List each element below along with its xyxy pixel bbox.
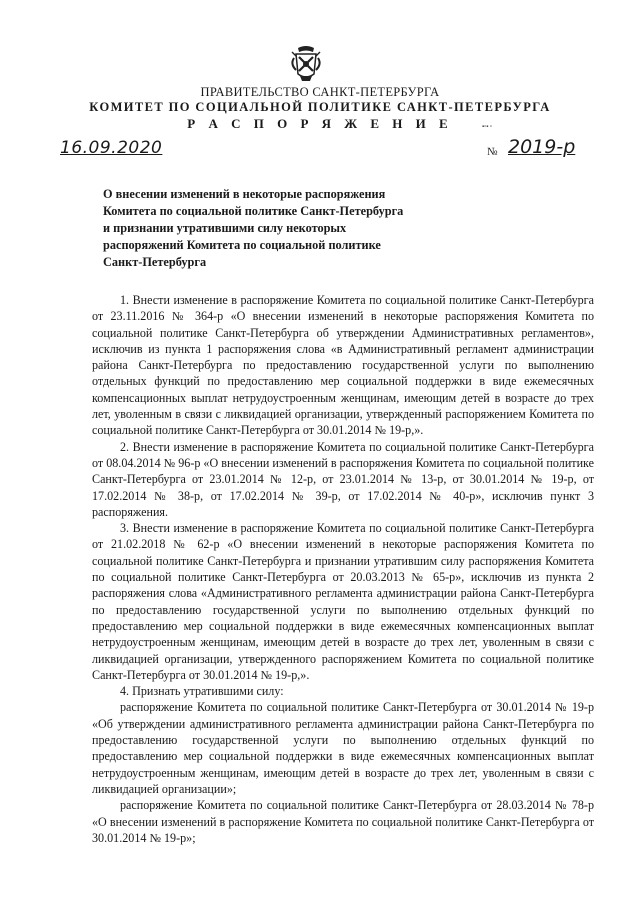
subject-line: О внесении изменений в некоторые распоряжения	[103, 187, 386, 201]
document-date: 16.09.2020	[60, 138, 163, 158]
committee-title: КОМИТЕТ ПО СОЦИАЛЬНОЙ ПОЛИТИКЕ САНКТ-ПЕТЕРБУРГА	[89, 100, 551, 114]
paragraph-2: 2. Внести изменение в распоряжение Комитета по социальной политике Санкт-Петербурга от 08.04.2014 № 96-р «О внесении изменений в распоряжения Комитета по социальной политике Санкт-Петербурга от 23.01.2014 № 12-р, от 23.01.2014 № 13-р, от 30.01.2014 № 19-р, от 17.02.2014 № 38-р, от 17.02.2014 № 39-р, от 17.02.2014 № 40-р», исключив пункт 3 распоряжения.	[92, 439, 594, 519]
document-number: 2019-р	[508, 136, 576, 158]
paragraph-4-item-2: распоряжение Комитета по социальной политике Санкт-Петербурга от 28.03.2014 № 78-р «О внесении изменений в распоряжение Комитета по социальной политике Санкт-Петербурга от 30.01.2014 № 19-р»;	[92, 798, 594, 845]
government-title: ПРАВИТЕЛЬСТВО САНКТ-ПЕТЕРБУРГА	[200, 85, 440, 99]
number-label: №	[487, 146, 498, 158]
subject-line: Санкт-Петербурга	[103, 255, 207, 269]
paragraph-4-item-1: распоряжение Комитета по социальной политике Санкт-Петербурга от 30.01.2014 № 19-р «Об утверждении административного регламента администрации района Санкт-Петербурга по предоставлению государственной услуги по выполнению отдельных функций по предоставлению мер социальной поддержки в виде ежемесячных компенсационных выплат нетрудоустроенным женщинам, имеющим детей в возрасте до трех лет, уволенным в связи с ликвидацией организации»;	[92, 700, 594, 796]
subject-line: Комитета по социальной политике Санкт-Петербурга	[103, 204, 404, 218]
document-body	[92, 292, 594, 846]
document-type: Р А С П О Р Я Ж Е Н И Е	[187, 116, 453, 131]
coat-of-arms-icon	[286, 44, 326, 84]
subject-line: и признании утратившими силу некоторых	[103, 221, 347, 235]
paragraph-1: 1. Внести изменение в распоряжение Комитета по социальной политике Санкт-Петербурга от 23.11.2016 № 364-р «О внесении изменений в некоторые распоряжения Комитета по социальной политике Санкт-Петербурга об утверждении Административных регламентов», исключив из пункта 1 распоряжения слова «в Административный регламент администрации района Санкт-Петербурга по предоставлению государственной услуги по выполнению отдельных функций по предоставлению мер социальной поддержки в виде ежемесячных компенсационных выплат нетрудоустроенным женщинам, имеющим детей в возрасте до трех лет, уволенным в связи с ликвидацией организации, утвержденный распоряжением Комитета по социальной политике Санкт-Петербурга от 30.01.2014 № 19-р,».	[92, 293, 594, 438]
document-subject	[103, 186, 423, 271]
subject-line: распоряжений Комитета по социальной политике	[103, 238, 381, 252]
paragraph-3: 3. Внести изменение в распоряжение Комитета по социальной политике Санкт-Петербурга от 21.02.2018 № 62-р «О внесении изменений в некоторые распоряжения Комитета по социальной политике Санкт-Петербурга и признании утратившим силу распоряжения Комитета по социальной политике Санкт-Петербурга от 20.03.2013 № 65-р», исключив из пункта 2 распоряжения слова «Административного регламента администрации района Санкт-Петербурга по предоставлению государственной услуги по выполнению отдельных функций по предоставлению мер социальной поддержки в виде ежемесячных компенсационных выплат нетрудоустроенным женщинам, имеющим детей в возрасте до трех лет, уволенным в связи с ликвидацией организации, утвержденного распоряжением Комитета по социальной политике Санкт-Петербурга от 30.01.2014 № 19-р,».	[92, 521, 594, 682]
paragraph-4: 4. Признать утратившими силу:	[120, 684, 284, 699]
registration-stamp: ▪▫▪ ▫	[482, 124, 493, 130]
